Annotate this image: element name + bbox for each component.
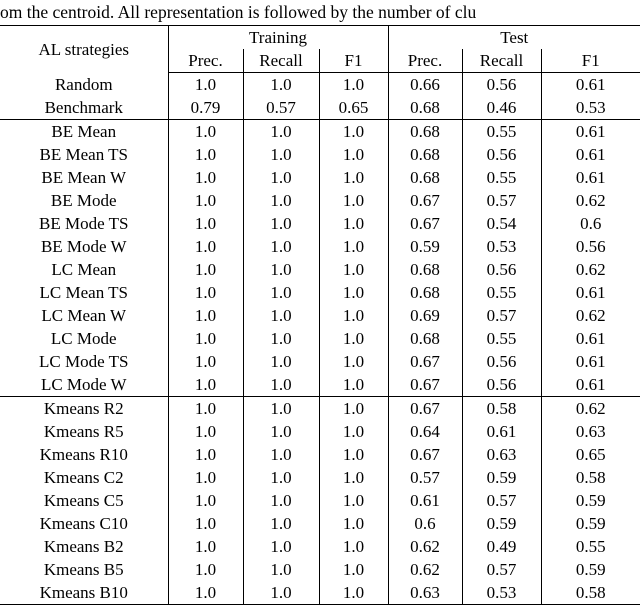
value-cell: 0.59 [388,235,462,258]
value-cell: 1.0 [168,235,243,258]
value-cell: 0.54 [462,212,541,235]
value-cell: 1.0 [168,397,243,421]
value-cell: 1.0 [243,350,319,373]
value-cell: 0.61 [575,145,606,164]
strategy-cell: Kmeans R10 [0,443,168,466]
table-row [0,120,640,144]
value-cell: 0.62 [575,191,606,210]
value-cell: 0.57 [462,489,541,512]
value-cell: 0.62 [388,558,462,581]
strategy-cell: Benchmark [0,96,168,120]
value-cell: 1.0 [319,166,388,189]
value-cell: 0.53 [462,581,541,605]
strategy-cell: LC Mean W [0,304,168,327]
value-cell: 1.0 [168,120,243,144]
value-cell: 1.0 [243,373,319,397]
training-group-header: Training [168,26,388,50]
value-cell: 1.0 [243,327,319,350]
table-row [0,281,640,304]
strategy-cell: Kmeans C10 [0,512,168,535]
table-row [0,581,640,605]
value-cell: 0.6 [580,214,602,233]
value-cell: 1.0 [168,581,243,605]
strategy-cell: BE Mode W [0,235,168,258]
table-row [0,235,640,258]
caption-text: om the centroid. All representation is followed by the number of clu [0,2,477,22]
value-cell: 0.62 [575,260,606,279]
value-cell: 0.59 [575,491,606,510]
table-row [0,258,640,281]
value-cell: 0.56 [575,237,606,256]
value-cell: 1.0 [168,258,243,281]
value-cell: 0.65 [575,445,606,464]
strategy-cell: BE Mode TS [0,212,168,235]
value-cell: 0.56 [462,258,541,281]
value-cell: 1.0 [243,512,319,535]
value-cell: 0.69 [388,304,462,327]
table-row [0,166,640,189]
value-cell: 1.0 [168,212,243,235]
table-row [0,420,640,443]
value-cell: 0.58 [575,468,606,487]
strategy-cell: BE Mean TS [0,143,168,166]
test-prec-header: Prec. [388,49,462,73]
value-cell: 1.0 [319,397,388,421]
value-cell: 1.0 [168,350,243,373]
value-cell: 0.56 [462,373,541,397]
value-cell: 0.67 [388,373,462,397]
table-header [0,26,640,73]
value-cell: 1.0 [168,73,243,97]
value-cell: 1.0 [243,73,319,97]
value-cell: 0.56 [462,73,541,97]
value-cell: 1.0 [168,466,243,489]
value-cell: 0.67 [388,212,462,235]
table-row [0,535,640,558]
value-cell: 0.64 [388,420,462,443]
value-cell: 1.0 [319,327,388,350]
strategy-cell: Kmeans B2 [0,535,168,558]
value-cell: 0.58 [462,397,541,421]
value-cell: 1.0 [168,420,243,443]
value-cell: 1.0 [319,535,388,558]
value-cell: 1.0 [243,143,319,166]
value-cell: 1.0 [168,373,243,397]
value-cell: 1.0 [168,443,243,466]
value-cell: 1.0 [168,304,243,327]
strategy-cell: LC Mode TS [0,350,168,373]
value-cell: 0.49 [462,535,541,558]
value-cell: 0.57 [462,304,541,327]
value-cell: 0.79 [168,96,243,120]
strategy-cell: LC Mean TS [0,281,168,304]
training-recall-header: Recall [243,49,319,73]
value-cell: 0.55 [462,120,541,144]
value-cell: 1.0 [319,373,388,397]
value-cell: 0.55 [462,166,541,189]
value-cell: 1.0 [243,489,319,512]
table-row [0,212,640,235]
value-cell: 1.0 [319,512,388,535]
strategy-cell: Random [0,73,168,97]
value-cell: 0.61 [462,420,541,443]
value-cell: 1.0 [243,258,319,281]
table-row [0,466,640,489]
value-cell: 0.53 [541,96,640,120]
value-cell: 0.68 [388,96,462,120]
value-cell: 1.0 [319,466,388,489]
value-cell: 0.68 [388,258,462,281]
header-row-groups [0,26,640,50]
value-cell: 1.0 [319,73,388,97]
strategy-cell: Kmeans C2 [0,466,168,489]
value-cell: 0.63 [575,422,606,441]
value-cell: 0.53 [462,235,541,258]
value-cell: 1.0 [168,166,243,189]
value-cell: 0.59 [462,512,541,535]
value-cell: 1.0 [319,581,388,605]
table-row [0,189,640,212]
value-cell: 1.0 [168,327,243,350]
value-cell: 0.61 [575,168,606,187]
strategy-cell: Kmeans R2 [0,397,168,421]
value-cell: 0.55 [575,537,606,556]
strategy-cell: LC Mode W [0,373,168,397]
training-prec-header: Prec. [168,49,243,73]
table-body [0,73,640,605]
value-cell: 0.59 [575,560,606,579]
table-row [0,443,640,466]
value-cell: 1.0 [168,558,243,581]
value-cell: 1.0 [319,420,388,443]
value-cell: 1.0 [243,120,319,144]
value-cell: 0.61 [541,373,640,397]
value-cell: 1.0 [168,143,243,166]
value-cell: 1.0 [243,212,319,235]
value-cell: 1.0 [319,235,388,258]
value-cell: 1.0 [319,304,388,327]
value-cell: 0.56 [462,143,541,166]
strategy-cell: BE Mean W [0,166,168,189]
value-cell: 0.68 [388,327,462,350]
value-cell: 0.68 [388,281,462,304]
value-cell: 0.67 [388,350,462,373]
value-cell: 1.0 [319,258,388,281]
value-cell: 0.67 [388,443,462,466]
value-cell: 0.55 [462,327,541,350]
training-f1-header: F1 [319,49,388,73]
test-f1-header: F1 [541,49,640,73]
value-cell: 1.0 [168,512,243,535]
value-cell: 0.63 [388,581,462,605]
test-group-header: Test [500,28,529,47]
strategy-cell: BE Mean [0,120,168,144]
value-cell: 0.63 [462,443,541,466]
table-row [0,73,640,97]
value-cell: 0.65 [319,96,388,120]
value-cell: 1.0 [168,535,243,558]
value-cell: 0.57 [388,466,462,489]
value-cell: 0.59 [462,466,541,489]
value-cell: 0.61 [575,75,606,94]
strategy-cell: Kmeans C5 [0,489,168,512]
table-row [0,397,640,421]
value-cell: 1.0 [243,535,319,558]
value-cell: 0.56 [462,350,541,373]
value-cell: 1.0 [243,581,319,605]
value-cell: 0.67 [388,189,462,212]
value-cell: 1.0 [243,397,319,421]
value-cell: 0.58 [575,583,606,602]
value-cell: 1.0 [243,304,319,327]
value-cell: 1.0 [168,281,243,304]
value-cell: 0.55 [462,281,541,304]
table-row [0,350,640,373]
value-cell: 0.61 [575,122,606,141]
strategy-cell: Kmeans B10 [0,581,168,605]
value-cell: 1.0 [243,558,319,581]
value-cell: 0.62 [575,306,606,325]
strategy-cell: BE Mode [0,189,168,212]
value-cell: 1.0 [319,120,388,144]
value-cell: 0.62 [388,535,462,558]
value-cell: 0.68 [388,143,462,166]
value-cell: 1.0 [168,189,243,212]
value-cell: 1.0 [319,143,388,166]
value-cell: 0.46 [462,96,541,120]
strategy-cell: Kmeans B5 [0,558,168,581]
value-cell: 0.61 [575,329,606,348]
value-cell: 1.0 [319,558,388,581]
value-cell: 1.0 [243,166,319,189]
strategy-cell: LC Mean [0,258,168,281]
value-cell: 1.0 [319,350,388,373]
value-cell: 1.0 [319,212,388,235]
table-row [0,373,640,397]
results-table [0,25,640,605]
value-cell: 0.67 [388,397,462,421]
value-cell: 1.0 [319,443,388,466]
value-cell: 1.0 [243,420,319,443]
value-cell: 1.0 [243,466,319,489]
table-row [0,304,640,327]
value-cell: 0.57 [462,558,541,581]
value-cell: 0.57 [462,189,541,212]
table-row [0,489,640,512]
value-cell: 0.57 [243,96,319,120]
value-cell: 1.0 [243,281,319,304]
table-row [0,96,640,120]
value-cell: 0.6 [388,512,462,535]
value-cell: 1.0 [243,235,319,258]
table-row [0,512,640,535]
strategies-column-header: AL strategies [0,26,168,73]
value-cell: 0.62 [575,399,606,418]
value-cell: 1.0 [319,189,388,212]
strategy-cell: LC Mode [0,327,168,350]
strategy-cell: Kmeans R5 [0,420,168,443]
value-cell: 0.68 [388,166,462,189]
value-cell: 0.61 [388,489,462,512]
value-cell: 0.66 [388,73,462,97]
value-cell: 0.61 [575,352,606,371]
value-cell: 1.0 [243,189,319,212]
table-row [0,143,640,166]
test-recall-header: Recall [462,49,541,73]
value-cell: 1.0 [319,281,388,304]
value-cell: 1.0 [243,443,319,466]
value-cell: 1.0 [168,489,243,512]
table-row [0,558,640,581]
value-cell: 0.68 [388,120,462,144]
value-cell: 1.0 [319,489,388,512]
value-cell: 0.61 [575,283,606,302]
value-cell: 0.59 [575,514,606,533]
table-row [0,327,640,350]
